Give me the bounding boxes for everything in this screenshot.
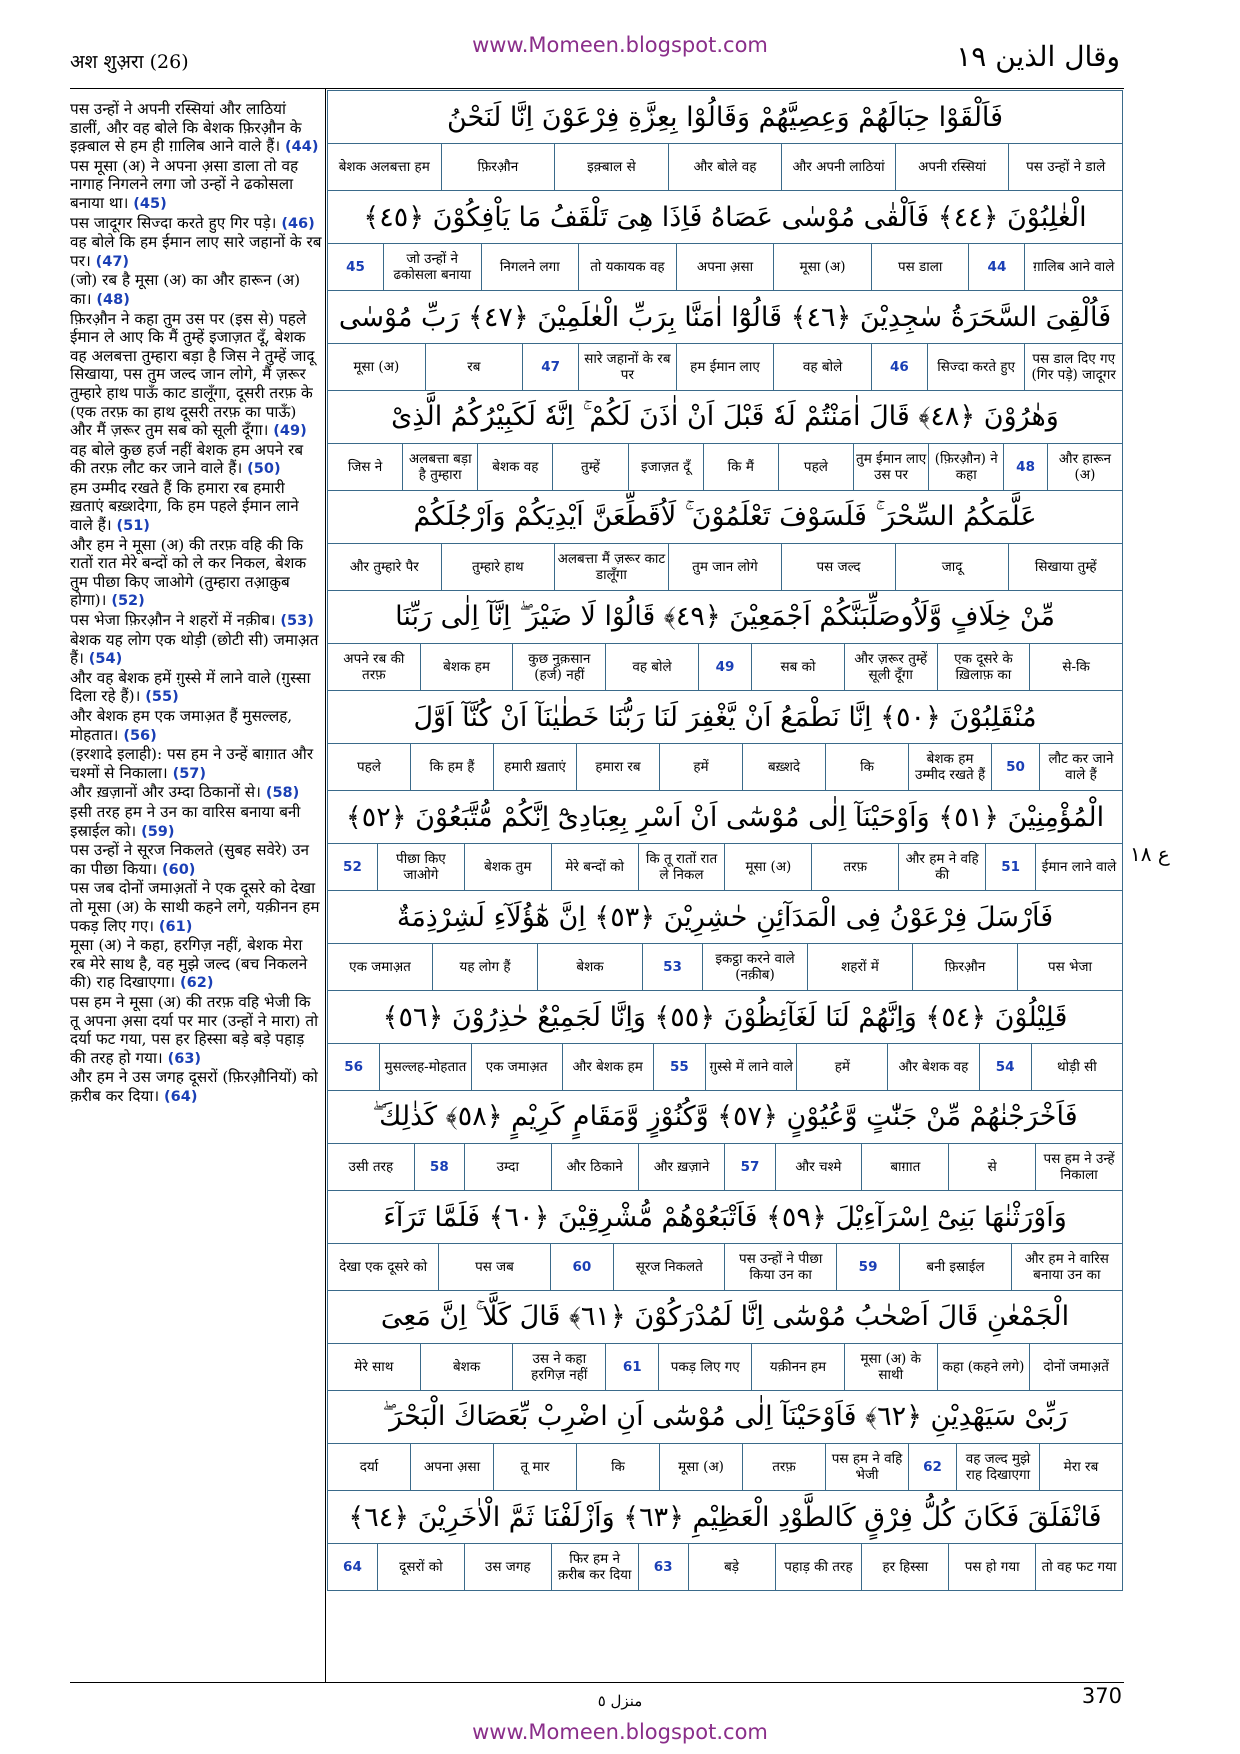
surah-name: अश शुअ़रा (26) bbox=[70, 51, 189, 73]
word-meaning-cell: इकट्ठा करने वाले (नक़ीब) bbox=[702, 944, 807, 990]
verse-number: (64) bbox=[164, 1088, 198, 1105]
word-meaning-cell: मेरे बन्दों को bbox=[551, 844, 638, 890]
word-meaning-cell: बेशक bbox=[537, 944, 642, 990]
verse-number: (54) bbox=[88, 651, 123, 668]
translation-column bbox=[70, 100, 322, 1106]
arabic-line: مِّنْ خِلَافٍ وَّلَاُوصَلِّبَنَّكُمْ اَجْمَعِيْنَ ﴿٤٩﴾ قَالُوْا لَا ضَيْرَ ۖ اِنَّآ اِلٰى رَبِّنَا bbox=[328, 591, 1122, 644]
word-meaning-cell: पीछा किए जाओगे bbox=[377, 844, 464, 890]
arabic-line: الْمُؤْمِنِيْنَ ﴿٥١﴾ وَاَوْحَيْنَآ اِلٰى مُوْسٰٓى اَنْ اَسْرِ بِعِبَادِىْٓ اِنَّكُمْ مُّتَّبَعُوْنَ ﴿٥٢﴾ bbox=[328, 791, 1122, 844]
word-meaning-cell: तो यकायक वह bbox=[578, 244, 676, 290]
word-meaning-cell: कि bbox=[825, 744, 908, 790]
word-meaning-cell: इजाज़त दूँ bbox=[628, 444, 703, 490]
word-meaning-cell: कि मैं bbox=[703, 444, 778, 490]
word-meaning-cell: फिर हम ने क़रीब कर दिया bbox=[551, 1544, 638, 1590]
verse-block bbox=[327, 1390, 1123, 1490]
word-meaning-row bbox=[328, 244, 1122, 290]
translation-text: वह बोले कि हम ईमान लाए सारे जहानों के रब पर। bbox=[70, 233, 322, 270]
word-meaning-row bbox=[328, 144, 1122, 190]
word-meaning-row bbox=[328, 444, 1122, 490]
word-meaning-cell: कि हम हैं bbox=[410, 744, 493, 790]
word-meaning-cell: पहले bbox=[778, 444, 853, 490]
word-meaning-cell: ईमान लाने वाले bbox=[1035, 844, 1122, 890]
verse-block bbox=[327, 1090, 1123, 1190]
arabic-line: قَلِيْلُوْنَ ﴿٥٤﴾ وَاِنَّهُمْ لَنَا لَغَآئِظُوْنَ ﴿٥٥﴾ وَاِنَّا لَجَمِيْعٌ حٰذِرُوْنَ ﴿٥٦﴾ bbox=[328, 991, 1122, 1044]
word-meaning-row bbox=[328, 1344, 1122, 1390]
verse-number-cell: 60 bbox=[550, 1244, 613, 1290]
word-meaning-cell: वह जल्द मुझे राह दिखाएगा bbox=[956, 1444, 1039, 1490]
translation-verse bbox=[70, 214, 322, 234]
word-meaning-cell: देखा एक दूसरे को bbox=[339, 1259, 428, 1275]
word-meaning-cell: बेशक हम bbox=[420, 644, 513, 690]
word-meaning-row bbox=[328, 1144, 1122, 1190]
verse-number: (59) bbox=[141, 823, 175, 840]
verse-number-cell: 59 bbox=[836, 1244, 899, 1290]
arabic-line: فَاَلْقَوْا حِبَالَهُمْ وَعِصِيَّهُمْ وَقَالُوْا بِعِزَّةِ فِرْعَوْنَ اِنَّا لَنَحْنُ bbox=[328, 91, 1122, 144]
word-meaning-cell: अपनी रस्सियां bbox=[895, 144, 1009, 190]
juz-title: وقال الذين ١٩ bbox=[956, 40, 1120, 73]
word-meaning-cell: मूसा (अ) bbox=[773, 244, 871, 290]
word-meaning-cell: तरफ़ bbox=[742, 1444, 825, 1490]
translation-text: और हम ने मूसा (अ) की तरफ़ वहि की कि रातों रात मेरे बन्दों को ले कर निकल, बेशक तुम पीछा किए जाओगे (तुम्हारा तआ़क़ुब होगा)। bbox=[70, 535, 307, 610]
word-meaning-cell: पस डाल दिए गए (गिर पड़े) जादूगर bbox=[1024, 344, 1122, 390]
word-meaning-cell: हर हिस्सा bbox=[861, 1544, 948, 1590]
word-meaning-cell: फ़िरऔ़न bbox=[912, 944, 1017, 990]
translation-verse bbox=[70, 803, 322, 841]
word-meaning-cell: ग़ुस्से में लाने वाले bbox=[705, 1044, 796, 1090]
word-meaning-cell: मुसल्लह-मोहतात bbox=[379, 1044, 470, 1090]
translation-verse bbox=[70, 707, 322, 745]
word-meaning-cell: बख़्शदे bbox=[742, 744, 825, 790]
verse-block bbox=[327, 890, 1123, 990]
word-meaning-cell: कुछ नुक़सान (हर्ज) नहीं bbox=[512, 644, 605, 690]
word-meaning-cell: हमारा रब bbox=[576, 744, 659, 790]
word-meaning-cell: अपना अ़सा bbox=[410, 1444, 493, 1490]
word-meaning-cell: और बेशक वह bbox=[887, 1044, 978, 1090]
verse-number: (56) bbox=[123, 727, 157, 744]
word-meaning-cell: और तुम्हारे पैर bbox=[349, 559, 419, 575]
translation-text: और हम ने उस जगह दूसरों (फ़िरऔ़नियों) को क़रीब कर दिया। bbox=[70, 1068, 318, 1105]
verse-number: (55) bbox=[145, 689, 179, 706]
word-meaning-cell: थोड़ी सी bbox=[1031, 1044, 1122, 1090]
arabic-line: وَاَوْرَثْنٰهَا بَنِىْٓ اِسْرَآءِيْلَ ﴿٥٩﴾ فَاَتْبَعُوْهُمْ مُّشْرِقِيْنَ ﴿٦٠﴾ فَلَمَّا تَرَآءَ bbox=[328, 1191, 1122, 1244]
ruku-mark: ع ١٨ bbox=[1130, 842, 1170, 866]
word-meaning-cell: शहरों में bbox=[807, 944, 912, 990]
verse-number-cell: 62 bbox=[908, 1444, 956, 1490]
verse-number-cell: 51 bbox=[985, 844, 1035, 890]
arabic-line: فَاُلْقِىَ السَّحَرَةُ سٰجِدِيْنَ ﴿٤٦﴾ قَالُوْٓا اٰمَنَّا بِرَبِّ الْعٰلَمِيْنَ ﴿٤٧﴾ رَبِّ مُوْسٰى bbox=[328, 291, 1122, 344]
word-meaning-cell: निगलने लगा bbox=[481, 244, 579, 290]
word-meaning-cell: और हम ने वहि की bbox=[898, 844, 985, 890]
arabic-line: فَانْفَلَقَ فَكَانَ كُلُّ فِرْقٍ كَالطَّوْدِ الْعَظِيْمِ ﴿٦٣﴾ وَاَزْلَفْنَا ثَمَّ الْاٰخَرِيْنَ ﴿٦٤﴾ bbox=[328, 1491, 1122, 1544]
word-meaning-cell: पस हो गया bbox=[948, 1544, 1035, 1590]
word-meaning-cell: पहले bbox=[356, 759, 381, 775]
word-meaning-row bbox=[328, 944, 1122, 990]
word-meaning-cell: बेशक वह bbox=[477, 444, 552, 490]
translation-verse bbox=[70, 669, 322, 707]
translation-text: बेशक यह लोग एक थोड़ी (छोटी सी) जमाअ़त हैं। bbox=[70, 630, 319, 668]
word-meaning-cell: पस हम ने वहि भेजी bbox=[825, 1444, 908, 1490]
word-meaning-cell: अलबत्ता मैं ज़रूर काट डालूँगा bbox=[554, 544, 668, 590]
verse-number-cell: 49 bbox=[698, 644, 751, 690]
word-meaning-cell: यह लोग हैं bbox=[432, 944, 537, 990]
translation-verse bbox=[70, 936, 322, 993]
translation-text: पस जादूगर सिज्दा करते हुए गिर पड़े। bbox=[70, 213, 277, 232]
verse-block bbox=[327, 490, 1123, 590]
word-meaning-cell: वह बोले bbox=[605, 644, 698, 690]
verse-number-cell: 63 bbox=[638, 1544, 688, 1590]
word-meaning-cell: जिस ने bbox=[347, 459, 383, 475]
word-meaning-row bbox=[328, 1444, 1122, 1490]
word-meaning-row bbox=[328, 744, 1122, 790]
word-meaning-cell: सिज्दा करते हुए bbox=[927, 344, 1025, 390]
arabic-line: عَلَّمَكُمُ السِّحْرَ ۚ فَلَسَوْفَ تَعْلَمُوْنَ ۚ لَاُقَطِّعَنَّ اَيْدِيَكُمْ وَاَرْجُلَكُمْ bbox=[328, 491, 1122, 544]
translation-text: पस हम ने मूसा (अ) की तरफ़ वहि भेजी कि तू अपना अ़सा दर्या पर मार (उन्हों ने मारा) तो दर्या फट गया, पस हर हिस्सा बड़े बड़े पहाड़ की तरह हो गया। bbox=[70, 992, 319, 1067]
verse-block bbox=[327, 590, 1123, 690]
word-meaning-cell: तुम ईमान लाए उस पर bbox=[853, 444, 928, 490]
word-meaning-cell: एक जमाअ़त bbox=[349, 959, 411, 975]
word-meaning-cell: मूसा (अ) के साथी bbox=[844, 1344, 937, 1390]
word-meaning-cell: और ज़रूर तुम्हें सूली दूँगा bbox=[844, 644, 937, 690]
translation-verse bbox=[70, 271, 322, 309]
translation-text: पस उन्हों ने सूरज निकलते (सुबह सवेरे) उन का पीछा किया। bbox=[70, 841, 309, 878]
verse-number-cell: 64 bbox=[343, 1559, 362, 1575]
translation-verse bbox=[70, 536, 322, 611]
word-meaning-cell: बेशक अलबत्ता हम bbox=[338, 159, 430, 175]
verse-number: (46) bbox=[281, 215, 315, 232]
word-meaning-cell: मेरे साथ bbox=[354, 1359, 394, 1375]
word-meaning-cell: मूसा (अ) bbox=[353, 359, 400, 375]
word-meaning-cell: और बेशक हम bbox=[562, 1044, 653, 1090]
word-meaning-cell: पहाड़ की तरह bbox=[775, 1544, 862, 1590]
translation-text: और बेशक हम एक जमाअ़त हैं मुसल्लह, मोहतात। bbox=[70, 707, 293, 744]
word-meaning-cell: मूसा (अ) bbox=[659, 1444, 742, 1490]
site-url-top[interactable]: www.Momeen.blogspot.com bbox=[472, 33, 768, 57]
arabic-line: رَبِّىْ سَيَهْدِيْنِ ﴿٦٢﴾ فَاَوْحَيْنَآ اِلٰى مُوْسٰٓى اَنِ اضْرِبْ بِّعَصَاكَ الْبَحْرَ ۖ bbox=[328, 1391, 1122, 1444]
word-meaning-cell: बेशक हम उम्मीद रखते हैं bbox=[908, 744, 991, 790]
verse-number: (47) bbox=[95, 253, 130, 270]
word-meaning-row bbox=[328, 644, 1122, 690]
translation-verse bbox=[70, 233, 322, 271]
translation-verse bbox=[70, 879, 322, 936]
translation-verse bbox=[70, 100, 322, 157]
word-meaning-cell: और चश्मे bbox=[775, 1144, 862, 1190]
word-meaning-cell: बेशक तुम bbox=[464, 844, 551, 890]
translation-verse bbox=[70, 783, 322, 803]
word-meaning-cell: से bbox=[948, 1144, 1035, 1190]
verse-block bbox=[327, 1190, 1123, 1290]
verse-number: (48) bbox=[96, 291, 130, 308]
word-meaning-cell: से-कि bbox=[1029, 644, 1122, 690]
word-meaning-cell: उस जगह bbox=[464, 1544, 551, 1590]
word-meaning-cell: पकड़ लिए गए bbox=[658, 1344, 751, 1390]
verse-number: (44) bbox=[285, 139, 319, 156]
verse-number-cell: 57 bbox=[724, 1144, 774, 1190]
verse-block bbox=[327, 1490, 1123, 1591]
word-meaning-cell: दूसरों को bbox=[377, 1544, 464, 1590]
translation-text: पस भेजा फ़िरऔ़न ने शहरों में नक़ीब। bbox=[70, 611, 276, 630]
verse-number: (63) bbox=[167, 1050, 202, 1067]
verse-block bbox=[327, 990, 1123, 1090]
word-meaning-cell: लौट कर जाने वाले हैं bbox=[1039, 744, 1122, 790]
word-meaning-cell: तू मार bbox=[493, 1444, 576, 1490]
word-meaning-cell: तरफ़ bbox=[811, 844, 898, 890]
translation-verse bbox=[70, 993, 322, 1068]
word-meaning-cell: कहा (कहने लगे) bbox=[937, 1344, 1030, 1390]
verse-block bbox=[327, 690, 1123, 790]
verse-number: (57) bbox=[172, 765, 206, 782]
word-meaning-cell: सारे जहानों के रब पर bbox=[578, 344, 676, 390]
manzil-label: منزل ٥ bbox=[597, 1692, 643, 1710]
word-meaning-cell: पस जल्द bbox=[781, 544, 895, 590]
word-meaning-cell: उस ने कहा हरगिज़ नहीं bbox=[512, 1344, 605, 1390]
word-meaning-cell: सिखाया तुम्हें bbox=[1008, 544, 1122, 590]
verse-number: (53) bbox=[280, 613, 314, 630]
verse-number-cell: 56 bbox=[344, 1059, 364, 1075]
word-meaning-row bbox=[328, 544, 1122, 590]
verse-number: (50) bbox=[247, 461, 281, 478]
arabic-line: الْغٰلِبُوْنَ ﴿٤٤﴾ فَاَلْقٰى مُوْسٰى عَصَاهُ فَاِذَا هِىَ تَلْقَفُ مَا يَاْفِكُوْنَ ﴿٤٥﴾ bbox=[328, 191, 1122, 244]
word-meaning-cell: सब को bbox=[751, 644, 844, 690]
verse-number: (58) bbox=[265, 785, 300, 802]
word-meaning-cell: और हम ने वारिस बनाया उन का bbox=[1011, 1244, 1122, 1290]
verse-number: (49) bbox=[273, 423, 307, 440]
translation-text: वह बोले कुछ हर्ज नहीं बेशक हम अपने रब की तरफ़ लौट कर जाने वाले हैं। bbox=[70, 440, 304, 478]
translation-text: फ़िरऔ़न ने कहा तुम उस पर (इस से) पहले ईमान ले आए कि मैं तुम्हें इजाज़त दूँ, बेशक वह अलबत्ता तुम्हारा बड़ा है जिस ने तुम्हें जादू सिखाया, पस तुम जल्द जान लोगे, मैं ज़रूर तुम्हारे हाथ पाऊँ काट डालूँगा, दूसरी तरफ़ के (एक तरफ़ का हाथ दूसरी तरफ़ का पाऊँ) और मैं ज़रूर तुम सब को सूली दूँगा। bbox=[70, 309, 315, 440]
word-meaning-cell: और ठिकाने bbox=[551, 1144, 638, 1190]
verse-number-cell: 58 bbox=[414, 1144, 464, 1190]
verse-number: (51) bbox=[116, 518, 150, 535]
word-meaning-cell: अपना अ़सा bbox=[676, 244, 774, 290]
word-meaning-cell: यक़ीनन हम bbox=[751, 1344, 844, 1390]
word-meaning-cell: पस उन्हों ने पीछा किया उन का bbox=[724, 1244, 835, 1290]
word-meaning-row bbox=[328, 1244, 1122, 1290]
verse-block bbox=[327, 390, 1123, 490]
word-meaning-cell: इक़्बाल से bbox=[554, 144, 668, 190]
word-meaning-cell: और ख़ज़ाने bbox=[638, 1144, 725, 1190]
word-meaning-cell: और अपनी लाठियां bbox=[781, 144, 895, 190]
translation-verse bbox=[70, 631, 322, 669]
verse-number: (45) bbox=[133, 195, 167, 212]
word-meaning-cell: अपने रब की तरफ़ bbox=[343, 651, 405, 683]
arabic-line: فَاَرْسَلَ فِرْعَوْنُ فِى الْمَدَآئِنِ حٰشِرِيْنَ ﴿٥٣﴾ اِنَّ هٰٓؤُلَآءِ لَشِرْذِمَةٌ bbox=[328, 891, 1122, 944]
verse-number-cell: 52 bbox=[343, 859, 362, 875]
verse-number-cell: 55 bbox=[653, 1044, 705, 1090]
translation-verse bbox=[70, 310, 322, 441]
translation-text: पस जब दोनों जमाअ़तों ने एक दूसरे को देखा तो मूसा (अ) के साथी कहने लगे, यक़ीनन हम पकड़ लिए गए। bbox=[70, 879, 320, 935]
verse-block bbox=[327, 290, 1123, 390]
word-meaning-cell: तुम्हें bbox=[552, 444, 627, 490]
word-meaning-cell: उसी तरह bbox=[348, 1159, 394, 1175]
verse-number-cell: 53 bbox=[642, 944, 702, 990]
word-meaning-cell: फ़िरऔ़न bbox=[441, 144, 555, 190]
word-meaning-row bbox=[328, 844, 1122, 890]
arabic-line: فَاَخْرَجْنٰهُمْ مِّنْ جَنّٰتٍ وَّعُيُوْنٍ ﴿٥٧﴾ وَّكُنُوْزٍ وَّمَقَامٍ كَرِيْمٍ ﴿٥٨﴾ كَذٰلِكَ ۖ bbox=[328, 1091, 1122, 1144]
translation-text: और ख़ज़ानों और उम्दा ठिकानों से। bbox=[70, 783, 261, 802]
word-meaning-cell: तुम जान लोगे bbox=[668, 544, 782, 590]
word-meaning-cell: पस भेजा bbox=[1017, 944, 1122, 990]
verse-block bbox=[327, 190, 1123, 290]
arabic-line: وَهٰرُوْنَ ﴿٤٨﴾ قَالَ اٰمَنْتُمْ لَهٗ قَبْلَ اَنْ اٰذَنَ لَكُمْ ۚ اِنَّهٗ لَكَبِيْرُكُمُ الَّذِىْ bbox=[328, 391, 1122, 444]
translation-verse bbox=[70, 441, 322, 479]
word-meaning-cell: जो उन्हों ने ढकोसला बनाया bbox=[383, 244, 481, 290]
verse-block bbox=[327, 790, 1123, 890]
word-meaning-cell: बाग़ात bbox=[861, 1144, 948, 1190]
word-meaning-cell: एक दूसरे के ख़िलाफ़ का bbox=[937, 644, 1030, 690]
word-meaning-row bbox=[328, 344, 1122, 390]
word-meaning-cell: अलबत्ता बड़ा है तुम्हारा bbox=[402, 444, 477, 490]
translation-text: मूसा (अ) ने कहा, हरगिज़ नहीं, बेशक मेरा रब मेरे साथ है, वह मुझे जल्द (बच निकलने की) राह दिखाएगा। bbox=[70, 936, 308, 992]
translation-verse bbox=[70, 745, 322, 783]
translation-text: पस मूसा (अ) ने अपना अ़सा डाला तो वह नागाह निगलने लगा जो उन्हों ने ढकोसला बनाया था। bbox=[70, 156, 299, 212]
verse-block bbox=[327, 1290, 1123, 1390]
word-meaning-cell: तुम्हारे हाथ bbox=[441, 544, 555, 590]
verse-number-cell: 48 bbox=[1003, 444, 1047, 490]
word-meaning-cell: बेशक bbox=[420, 1344, 513, 1390]
translation-verse bbox=[70, 479, 322, 536]
word-meaning-cell: मूसा (अ) bbox=[724, 844, 811, 890]
verse-number-cell: 61 bbox=[605, 1344, 658, 1390]
word-meaning-cell: (फ़िरऔ़न) ने कहा bbox=[928, 444, 1003, 490]
word-meaning-cell: पस डाला bbox=[871, 244, 969, 290]
verse-number-cell: 54 bbox=[979, 1044, 1031, 1090]
translation-text: हम उम्मीद रखते हैं कि हमारा रब हमारी ख़ताएं बख़्शदेगा, कि हम पहले ईमान लाने वाले हैं। bbox=[70, 478, 299, 535]
translation-verse bbox=[70, 841, 322, 879]
translation-text: और वह बेशक हमें ग़ुस्से में लाने वाले (ग़ुस्सा दिला रहे हैं)। bbox=[70, 668, 311, 706]
word-meaning-row bbox=[328, 1544, 1122, 1590]
word-meaning-cell: मेरा रब bbox=[1039, 1444, 1122, 1490]
arabic-line: مُنْقَلِبُوْنَ ﴿٥٠﴾ اِنَّا نَطْمَعُ اَنْ يَّغْفِرَ لَنَا رَبُّنَا خَطٰيٰنَآ اَنْ كُنَّآ اَوَّلَ bbox=[328, 691, 1122, 744]
translation-text: (जो) रब है मूसा (अ) का और हारून (अ) का। bbox=[70, 271, 301, 308]
word-meaning-cell: हमें bbox=[659, 744, 742, 790]
word-meaning-cell: बनी इस्राईल bbox=[899, 1244, 1010, 1290]
word-meaning-cell: एक जमाअ़त bbox=[471, 1044, 562, 1090]
word-meaning-cell: वह बोले bbox=[773, 344, 871, 390]
site-url-bottom[interactable]: www.Momeen.blogspot.com bbox=[472, 1720, 768, 1744]
word-meaning-cell: पस उन्हों ने डाले bbox=[1008, 144, 1122, 190]
column-divider bbox=[325, 88, 326, 1682]
word-meaning-cell: रब bbox=[425, 344, 523, 390]
verse-block bbox=[327, 90, 1123, 190]
word-meaning-cell: हमारी ख़ताएं bbox=[493, 744, 576, 790]
word-meaning-cell: बड़े bbox=[688, 1544, 775, 1590]
translation-text: पस उन्हों ने अपनी रस्सियां और लाठियां डालीं, और वह बोले कि बेशक फ़िरऔ़न के इक़्बाल से हम ही ग़ालिब आने वाले हैं। bbox=[70, 100, 302, 156]
word-meaning-cell: दर्या bbox=[359, 1459, 379, 1475]
word-by-word-grid bbox=[327, 90, 1123, 1591]
word-meaning-row bbox=[328, 1044, 1122, 1090]
page-number: 370 bbox=[1081, 1684, 1122, 1708]
translation-verse bbox=[70, 611, 322, 631]
word-meaning-cell: और बोले वह bbox=[668, 144, 782, 190]
verse-number-cell: 50 bbox=[991, 744, 1039, 790]
word-meaning-cell: जादू bbox=[895, 544, 1009, 590]
word-meaning-cell: कि bbox=[576, 1444, 659, 1490]
translation-text: इसी तरह हम ने उन का वारिस बनाया बनी इस्राईल को। bbox=[70, 802, 301, 840]
word-meaning-cell: सूरज निकलते bbox=[613, 1244, 724, 1290]
word-meaning-cell: हम ईमान लाए bbox=[676, 344, 774, 390]
word-meaning-cell: और हारून (अ) bbox=[1047, 444, 1122, 490]
translation-text: (इरशादे इलाही): पस हम ने उन्हें बाग़ात और चश्मों से निकाला। bbox=[70, 745, 314, 782]
verse-number: (61) bbox=[158, 918, 193, 935]
verse-number-cell: 46 bbox=[871, 344, 927, 390]
verse-number-cell: 47 bbox=[522, 344, 578, 390]
verse-number: (52) bbox=[111, 593, 145, 610]
verse-number: (60) bbox=[162, 861, 196, 878]
translation-verse bbox=[70, 157, 322, 214]
word-meaning-cell: तो वह फट गया bbox=[1035, 1544, 1122, 1590]
word-meaning-cell: उम्दा bbox=[464, 1144, 551, 1190]
word-meaning-cell: हमें bbox=[796, 1044, 887, 1090]
verse-number-cell: 45 bbox=[346, 259, 365, 275]
word-meaning-cell: पस जब bbox=[438, 1244, 549, 1290]
word-meaning-cell: कि तू रातों रात ले निकल bbox=[638, 844, 725, 890]
translation-verse bbox=[70, 1068, 322, 1106]
verse-number: (62) bbox=[180, 975, 214, 992]
arabic-line: الْجَمْعٰنِ قَالَ اَصْحٰبُ مُوْسٰٓى اِنَّا لَمُدْرَكُوْنَ ﴿٦١﴾ قَالَ كَلَّا ۚ اِنَّ مَعِىَ bbox=[328, 1291, 1122, 1344]
word-meaning-cell: दोनों जमाअ़तें bbox=[1029, 1344, 1122, 1390]
word-meaning-cell: पस हम ने उन्हें निकाला bbox=[1035, 1144, 1122, 1190]
verse-number-cell: 44 bbox=[968, 244, 1024, 290]
word-meaning-cell: ग़ालिब आने वाले bbox=[1024, 244, 1122, 290]
